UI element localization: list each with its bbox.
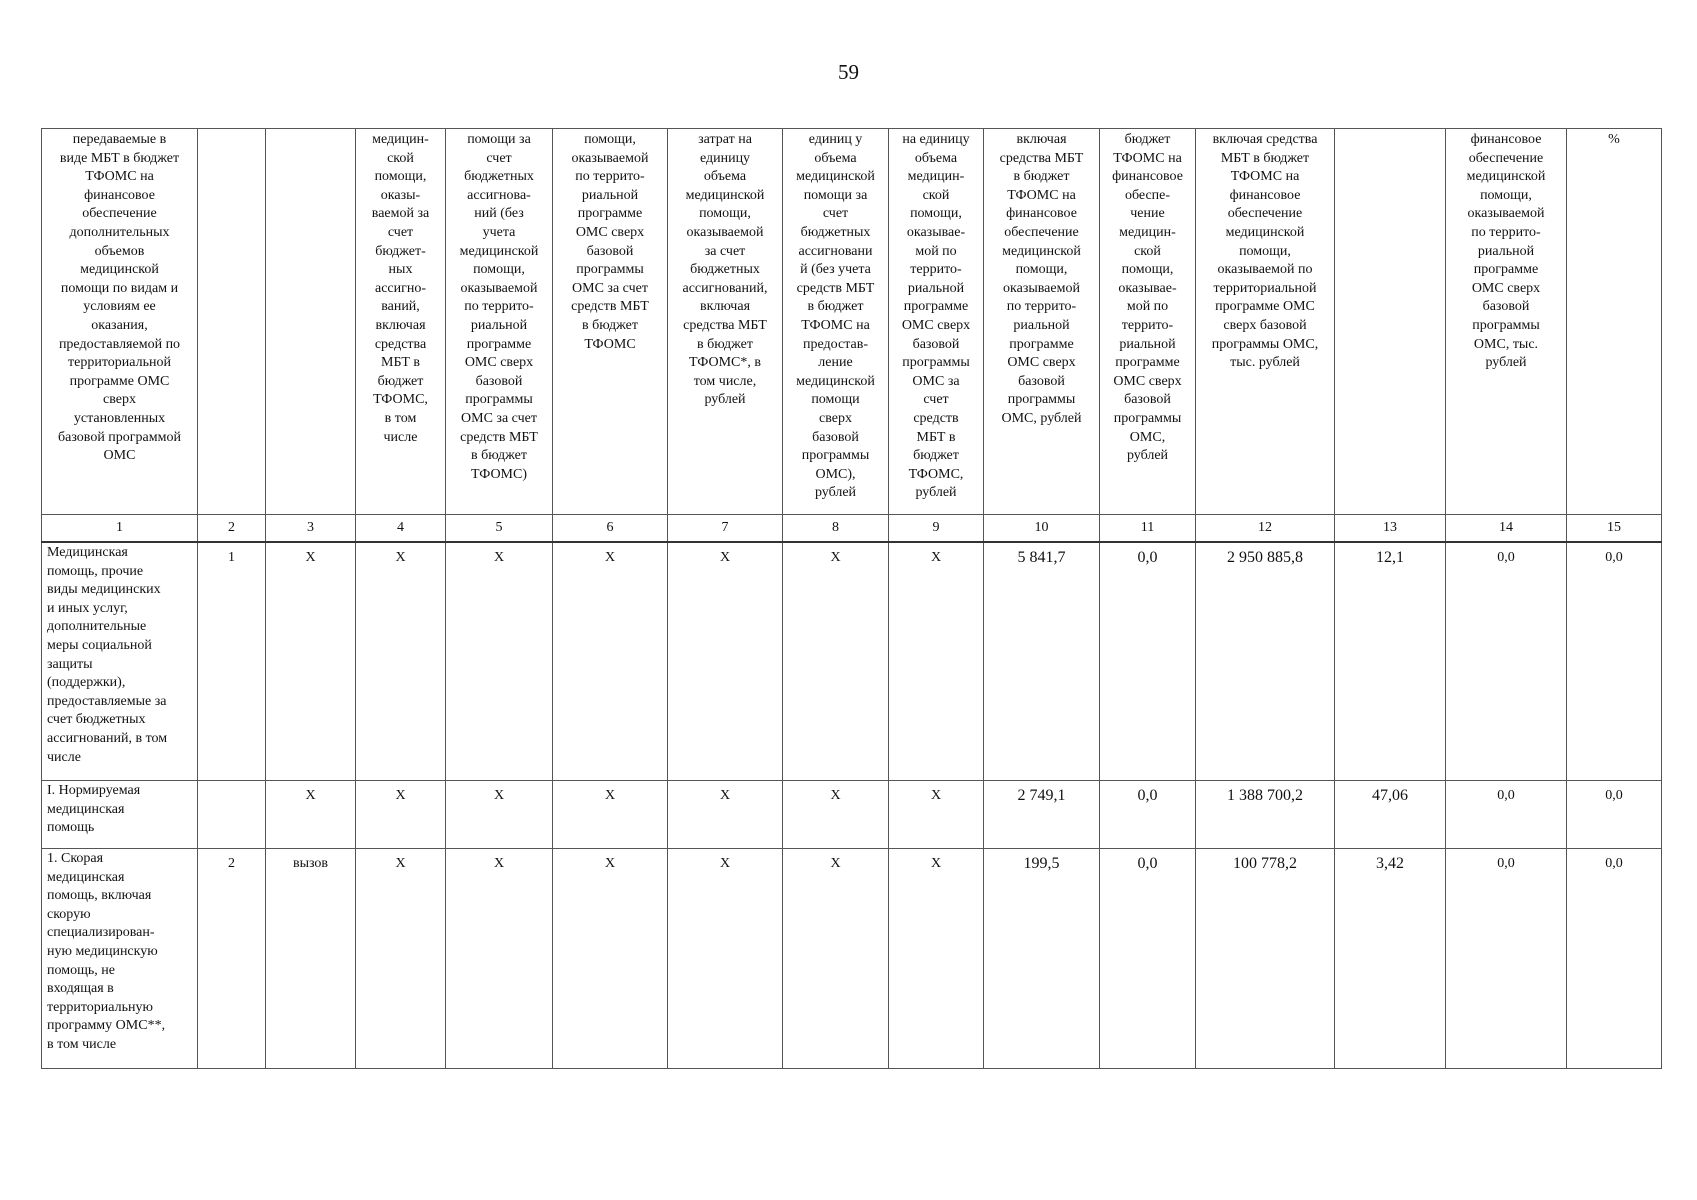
table-cell: X	[668, 542, 783, 781]
header-cell: единиц у объема медицинской помощи за счет бюджетных ассигновани й (без учета средств МБТ в бюджет ТФОМС на предостав- ление медицинской помощи сверх базовой программы ОМС), рублей	[783, 129, 889, 515]
value-cell: 0,0	[1567, 849, 1662, 1069]
table-cell: X	[553, 849, 668, 1069]
column-number: 10	[984, 515, 1100, 543]
value-cell: 1 388 700,2	[1196, 781, 1335, 849]
value-cell: 0,0	[1446, 781, 1567, 849]
value-cell: 0,0	[1446, 849, 1567, 1069]
column-number: 15	[1567, 515, 1662, 543]
table-cell: X	[446, 849, 553, 1069]
column-number: 5	[446, 515, 553, 543]
value-cell: 0,0	[1567, 542, 1662, 781]
header-cell: включая средства МБТ в бюджет ТФОМС на финансовое обеспечение медицинской помощи, оказываемой по территориальной программе ОМС сверх базовой программы ОМС, тыс. рублей	[1196, 129, 1335, 515]
table-row	[42, 542, 1662, 781]
unit-cell: вызов	[266, 849, 356, 1069]
value-cell: 0,0	[1100, 849, 1196, 1069]
value-cell: 199,5	[984, 849, 1100, 1069]
value-cell: 0,0	[1100, 781, 1196, 849]
table-cell: X	[446, 542, 553, 781]
unit-cell: X	[266, 542, 356, 781]
header-cell: на единицу объема медицин- ской помощи, оказывае- мой по террито- риальной программе ОМС сверх базовой программы ОМС за счет средств МБТ в бюджет ТФОМС, рублей	[889, 129, 984, 515]
table-header-row	[42, 129, 1662, 515]
table-cell: X	[668, 781, 783, 849]
column-number: 12	[1196, 515, 1335, 543]
value-cell: 0,0	[1567, 781, 1662, 849]
table-cell: X	[553, 542, 668, 781]
table-row	[42, 781, 1662, 849]
row-label: Медицинская помощь, прочие виды медицинских и иных услуг, дополнительные меры социальной защиты (поддержки), предоставляемые за счет бюджетных ассигнований, в том числе	[42, 542, 198, 781]
header-cell: помощи, оказываемой по террито- риальной программе ОМС сверх базовой программы ОМС за счет средств МБТ в бюджет ТФОМС	[553, 129, 668, 515]
column-number: 1	[42, 515, 198, 543]
header-cell: затрат на единицу объема медицинской помощи, оказываемой за счет бюджетных ассигнований, включая средства МБТ в бюджет ТФОМС*, в том числе, рублей	[668, 129, 783, 515]
row-code: 1	[198, 542, 266, 781]
financing-table	[41, 128, 1662, 1069]
table-cell: X	[446, 781, 553, 849]
column-number: 14	[1446, 515, 1567, 543]
header-cell: бюджет ТФОМС на финансовое обеспе- чение медицин- ской помощи, оказывае- мой по террито- риальной программе ОМС сверх базовой программы ОМС, рублей	[1100, 129, 1196, 515]
value-cell: 0,0	[1446, 542, 1567, 781]
value-cell: 100 778,2	[1196, 849, 1335, 1069]
column-number: 9	[889, 515, 984, 543]
column-number: 2	[198, 515, 266, 543]
column-number: 6	[553, 515, 668, 543]
value-cell: 12,1	[1335, 542, 1446, 781]
column-number: 3	[266, 515, 356, 543]
row-code	[198, 781, 266, 849]
table-cell: X	[889, 849, 984, 1069]
value-cell: 0,0	[1100, 542, 1196, 781]
column-number: 11	[1100, 515, 1196, 543]
table-cell: X	[783, 542, 889, 781]
value-cell: 2 950 885,8	[1196, 542, 1335, 781]
column-number: 13	[1335, 515, 1446, 543]
header-cell: %	[1567, 129, 1662, 515]
row-label: 1. Скорая медицинская помощь, включая скорую специализирован- ную медицинскую помощь, не входящая в территориальную программу ОМС**, в том числе	[42, 849, 198, 1069]
column-number: 4	[356, 515, 446, 543]
row-label: I. Нормируемая медицинская помощь	[42, 781, 198, 849]
header-cell: медицин- ской помощи, оказы- ваемой за счет бюджет- ных ассигно- ваний, включая средства МБТ в бюджет ТФОМС, в том числе	[356, 129, 446, 515]
page-number: 59	[838, 60, 859, 84]
value-cell: 2 749,1	[984, 781, 1100, 849]
header-cell: помощи за счет бюджетных ассигнова- ний (без учета медицинской помощи, оказываемой по террито- риальной программе ОМС сверх базовой программы ОМС за счет средств МБТ в бюджет ТФОМС)	[446, 129, 553, 515]
header-cell: финансовое обеспечение медицинской помощи, оказываемой по террито- риальной программе ОМС сверх базовой программы ОМС, тыс. рублей	[1446, 129, 1567, 515]
table-row	[42, 849, 1662, 1069]
unit-cell: X	[266, 781, 356, 849]
column-number-row	[42, 515, 1662, 543]
row-code: 2	[198, 849, 266, 1069]
table-cell: X	[783, 849, 889, 1069]
table-cell: X	[889, 781, 984, 849]
column-number: 7	[668, 515, 783, 543]
header-cell	[1335, 129, 1446, 515]
value-cell: 3,42	[1335, 849, 1446, 1069]
table-cell: X	[889, 542, 984, 781]
header-cell: включая средства МБТ в бюджет ТФОМС на финансовое обеспечение медицинской помощи, оказываемой по террито- риальной программе ОМС сверх базовой программы ОМС, рублей	[984, 129, 1100, 515]
table-cell: X	[356, 849, 446, 1069]
header-cell	[266, 129, 356, 515]
table-cell: X	[356, 542, 446, 781]
value-cell: 47,06	[1335, 781, 1446, 849]
table-cell: X	[356, 781, 446, 849]
column-number: 8	[783, 515, 889, 543]
header-cell	[198, 129, 266, 515]
header-cell: передаваемые в виде МБТ в бюджет ТФОМС на финансовое обеспечение дополнительных объемов медицинской помощи по видам и условиям ее оказания, предоставляемой по территориальной программе ОМС сверх установленных базовой программой ОМС	[42, 129, 198, 515]
table-cell: X	[783, 781, 889, 849]
table-cell: X	[553, 781, 668, 849]
table-cell: X	[668, 849, 783, 1069]
value-cell: 5 841,7	[984, 542, 1100, 781]
